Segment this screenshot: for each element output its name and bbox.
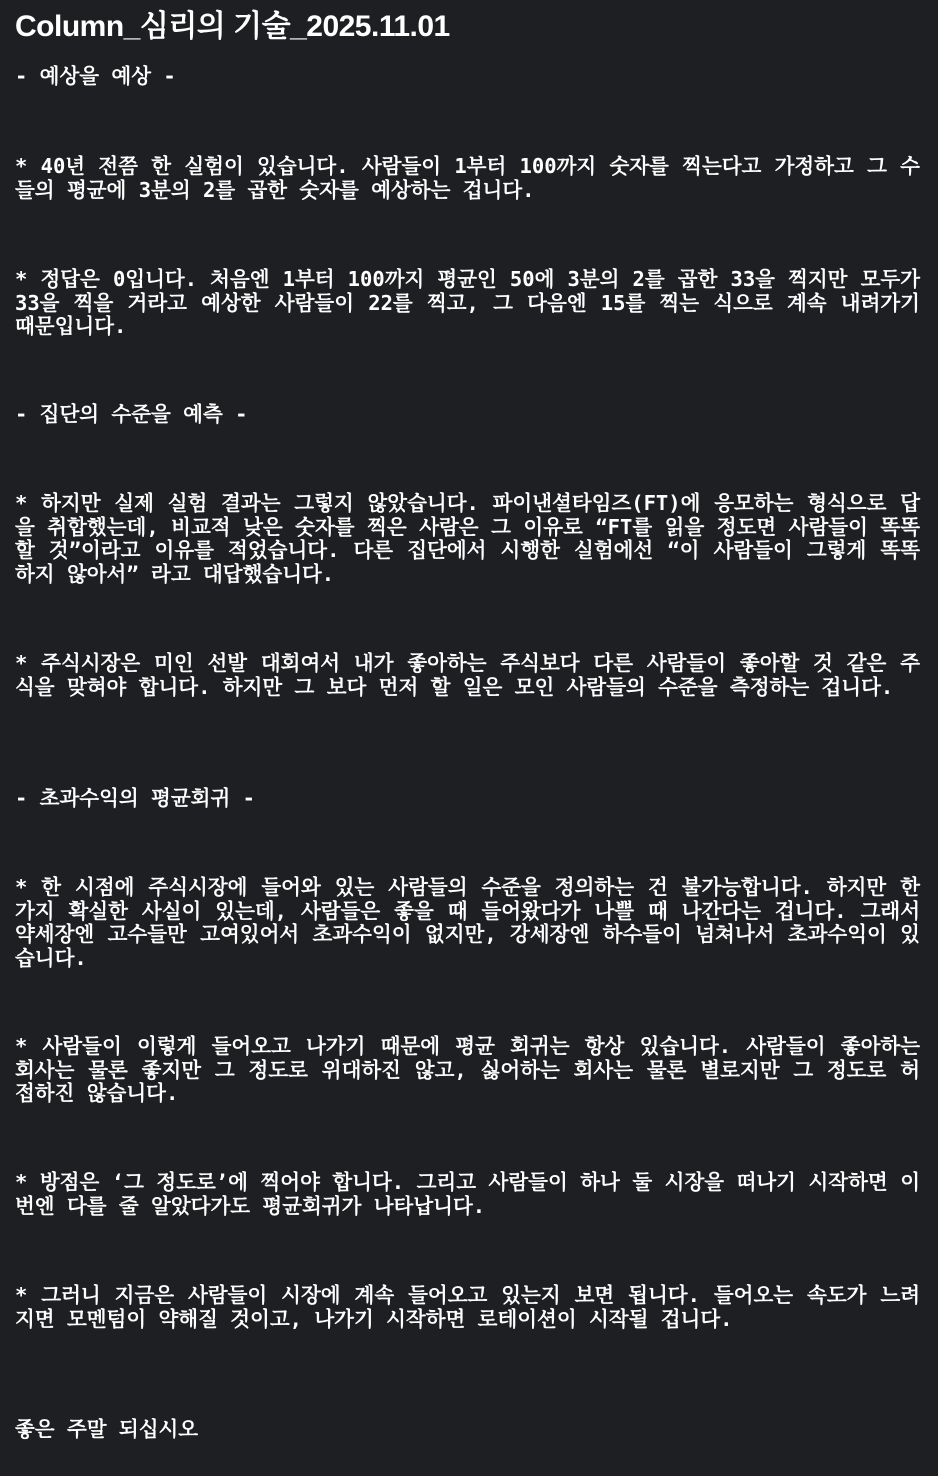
paragraph-conclusion: * 그러니 지금은 사람들이 시장에 계속 들어오고 있는지 보면 됩니다. 들어오는 속도가 느려지면 모멘텀이 약해질 것이고, 나가기 시작하면 로테이션이 시작될 겁니다. <box>15 1283 920 1331</box>
paragraph-emphasis: * 방점은 ‘그 정도로’에 찍어야 합니다. 그리고 사람들이 하나 둘 시장을 떠나기 시작하면 이번엔 다를 줄 알았다가도 평균회귀가 나타납니다. <box>15 1170 920 1218</box>
closing-greeting: 좋은 주말 되십시오 <box>15 1417 199 1441</box>
paragraph-always-reversion: * 사람들이 이렇게 들어오고 나가기 때문에 평균 회귀는 항상 있습니다. 사람들이 좋아하는 회사는 물론 좋지만 그 정도로 위대하진 않고, 싫어하는 회사는 물론 별로지만 그 정도로 허접하진 않습니다. <box>15 1034 920 1105</box>
paragraph-experiment: * 40년 전쯤 한 실험이 있습니다. 사람들이 1부터 100까지 숫자를 찍는다고 가정하고 그 수들의 평균에 3분의 2를 곱한 숫자를 예상하는 겁니다. <box>15 154 920 202</box>
section-heading-group-level: - 집단의 수준을 예측 - <box>15 402 248 426</box>
paragraph-beauty-contest: * 주식시장은 미인 선발 대회여서 내가 좋아하는 주식보다 다른 사람들이 좋아할 것 같은 주식을 맞혀야 합니다. 하지만 그 보다 먼저 할 일은 모인 사람들의 수준을 측정하는 겁니다. <box>15 651 920 699</box>
section-heading-mean-reversion: - 초과수익의 평균회귀 - <box>15 786 255 810</box>
section-heading-expectation: - 예상을 예상 - <box>15 64 176 88</box>
document <box>15 0 920 1441</box>
paragraph-market-participants: * 한 시점에 주식시장에 들어와 있는 사람들의 수준을 정의하는 건 불가능합니다. 하지만 한 가지 확실한 사실이 있는데, 사람들은 좋을 때 들어왔다가 나쁠 때 나간다는 겁니다. 그래서 약세장엔 고수들만 고여있어서 초과수익이 없지만, 강세장엔 하수들이 넘쳐나서 초과수익이 있습니다. <box>15 875 920 970</box>
paragraph-answer: * 정답은 0입니다. 처음엔 1부터 100까지 평균인 50에 3분의 2를 곱한 33을 찍지만 모두가 33을 찍을 거라고 예상한 사람들이 22를 찍고, 그 다음엔 15를 찍는 식으로 계속 내려가기 때문입니다. <box>15 267 920 338</box>
paragraph-actual-result: * 하지만 실제 실험 결과는 그렇지 않았습니다. 파이낸셜타임즈(FT)에 응모하는 형식으로 답을 취합했는데, 비교적 낮은 숫자를 찍은 사람은 그 이유로 “FT를 읽을 정도면 사람들이 똑똑할 것”이라고 이유를 적었습니다. 다른 집단에서 시행한 실험에선 “이 사람들이 그렇게 똑똑하지 않아서” 라고 대답했습니다. <box>15 491 920 586</box>
page-title: Column_심리의 기술_2025.11.01 <box>15 10 450 43</box>
